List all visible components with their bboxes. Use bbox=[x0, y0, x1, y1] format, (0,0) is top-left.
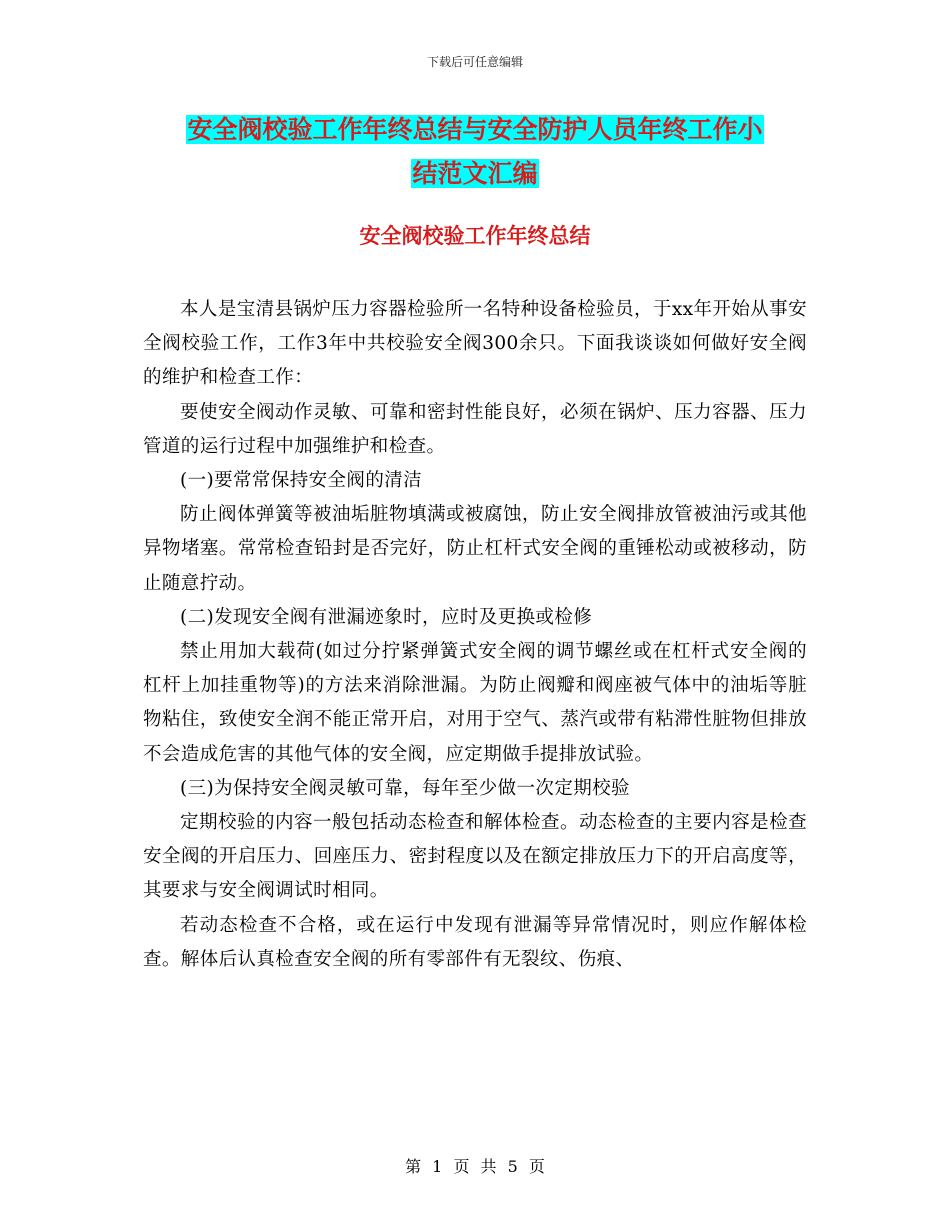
paragraph: (二)发现安全阀有泄漏迹象时，应时及更换或检修 bbox=[180, 606, 593, 628]
paragraph: 防止阀体弹簧等被油垢脏物填满或被腐蚀，防止安全阀排放管被油污或其他异物堵塞。常常检查铅封是否完好，防止杠杆式安全阀的重锤松动或被移动，防止随意拧动。 bbox=[143, 504, 807, 594]
page-footer-number: 第 1 页 共 5 页 bbox=[405, 1157, 545, 1176]
paragraph: 定期校验的内容一般包括动态检查和解体检查。动态检查的主要内容是检查安全阀的开启压力、回座压力、密封程度以及在额定排放压力下的开启高度等，其要求与安全阀调试时相同。 bbox=[143, 812, 807, 902]
document-title-line-1: 安全阀校验工作年终总结与安全防护人员年终工作小 bbox=[187, 115, 763, 144]
paragraph: 本人是宝清县锅炉压力容器检验所一名特种设备检验员，于xx年开始从事安全阀校验工作，工作3年中共校验安全阀300余只。下面我谈谈如何做好安全阀的维护和检查工作： bbox=[143, 299, 807, 389]
paragraph: (三)为保持安全阀灵敏可靠，每年至少做一次定期校验 bbox=[180, 777, 630, 799]
document-title-line-2: 结范文汇编 bbox=[412, 159, 538, 188]
page-header-note: 下载后可任意编辑 bbox=[426, 55, 523, 69]
document-title bbox=[130, 108, 820, 196]
paragraph: 若动态检查不合格，或在运行中发现有泄漏等异常情况时，则应作解体检查。解体后认真检查安全阀的所有零部件有无裂纹、伤痕、 bbox=[143, 914, 807, 970]
paragraph: 禁止用加大载荷(如过分拧紧弹簧式安全阀的调节螺丝或在杠杆式安全阀的杠杆上加挂重物等)的方法来消除泄漏。为防止阀瓣和阀座被气体中的油垢等脏物粘住，致使安全润不能正常开启，对用于空气、蒸汽或带有粘滞性脏物但排放不会造成危害的其他气体的安全阀，应定期做手提排放试验。 bbox=[143, 641, 807, 765]
paragraph: (一)要常常保持安全阀的清洁 bbox=[180, 470, 423, 492]
paragraph: 要使安全阀动作灵敏、可靠和密封性能良好，必须在锅炉、压力容器、压力管道的运行过程中加强维护和检查。 bbox=[143, 401, 807, 457]
section-title: 安全阀校验工作年终总结 bbox=[359, 224, 591, 248]
document-body bbox=[143, 293, 807, 977]
